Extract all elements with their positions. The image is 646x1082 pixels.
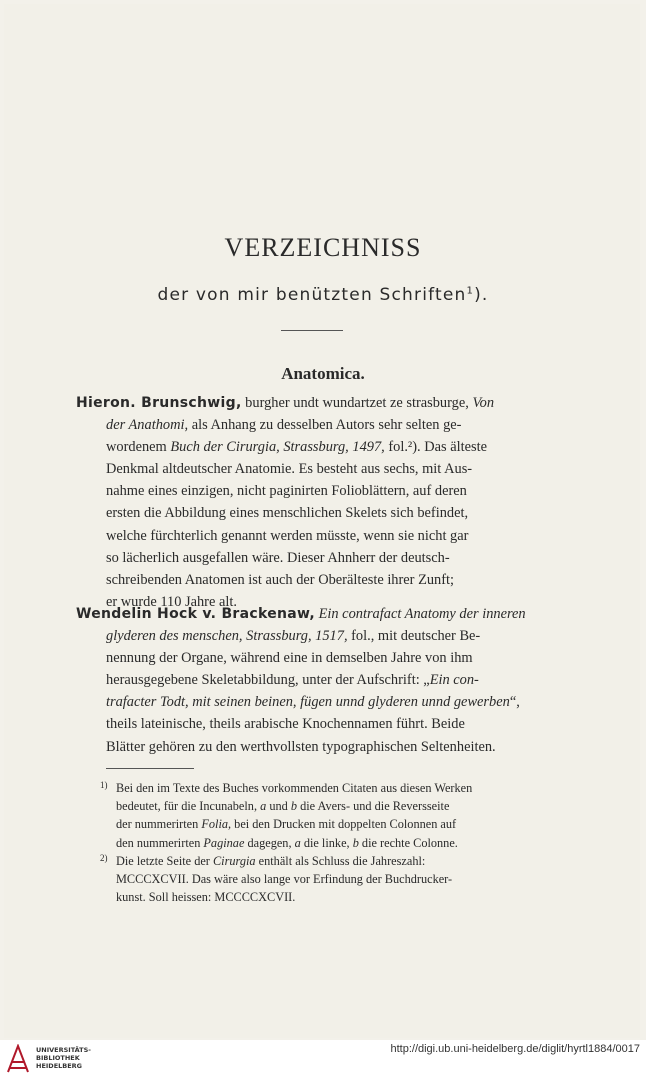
author-name: Hieron. Brunschwig, — [76, 395, 242, 411]
text-run: bei den Drucken mit doppelten Colonnen auf — [231, 817, 457, 832]
footnote-mark: 1) — [100, 780, 108, 790]
text-run: fol.²). Das älteste — [384, 439, 487, 456]
text-line — [76, 603, 556, 625]
text-run: den nummerirten — [116, 835, 204, 850]
text-line — [76, 414, 556, 436]
text-line — [76, 691, 556, 713]
library-name-line: HEIDELBERG — [36, 1062, 83, 1070]
text-line — [76, 647, 556, 669]
text-run: Von — [472, 395, 495, 411]
text-run: so lächerlich ausgefallen wäre. Dieser Ahnherr der deutsch- — [106, 549, 450, 566]
text-run: der Anathomi, — [106, 417, 189, 434]
text-run: dagegen, — [244, 835, 295, 850]
text-run: Cirurgia — [212, 853, 256, 868]
text-run: Folia, — [201, 817, 232, 832]
text-line — [116, 888, 560, 906]
text-run: Denkmal altdeutscher Anatomie. Es besteht aus sechs, mit Aus- — [106, 461, 473, 478]
divider — [281, 330, 343, 331]
text-line — [76, 392, 556, 414]
text-run: bedeutet, für die Incunabeln, — [116, 799, 261, 814]
text-line — [116, 779, 560, 797]
text-line — [76, 713, 556, 735]
library-name — [36, 1046, 91, 1070]
text-run: b — [352, 835, 359, 850]
text-run: und — [266, 799, 291, 814]
text-line — [116, 870, 560, 888]
text-run: a — [260, 799, 267, 814]
text-run: welche fürchterlich genannt werden müsste, wenn sie nicht gar — [106, 527, 469, 544]
text-line — [116, 834, 560, 852]
footnote-ref: 1 — [466, 285, 475, 297]
text-run: wordenem — [106, 439, 171, 456]
text-run: die rechte Colonne. — [358, 835, 458, 850]
page-title: VERZEICHNISS — [224, 233, 422, 262]
bibliography-entry — [76, 603, 556, 758]
text-line — [76, 458, 556, 480]
text-run: enthält als Schluss die Jahreszahl: — [255, 853, 426, 868]
footnote — [100, 852, 560, 907]
text-run: er wurde 110 Jahre alt. — [106, 593, 237, 610]
footnote — [100, 779, 560, 852]
footnote-mark: 2) — [100, 852, 108, 863]
text-line — [76, 569, 556, 591]
text-line — [116, 852, 560, 870]
text-line — [116, 797, 560, 815]
text-line — [76, 502, 556, 524]
text-run: fol., mit deutscher Be- — [347, 628, 481, 645]
library-name-line: BIBLIOTHEK — [36, 1054, 80, 1062]
text-run: Blätter gehören zu den werthvollsten typographischen Seltenheiten. — [106, 738, 496, 755]
text-line — [76, 625, 556, 647]
text-run: glyderen des menschen, Strassburg, 1517, — [106, 628, 348, 645]
text-line — [76, 480, 556, 502]
text-run: “, — [509, 694, 520, 711]
text-line — [116, 815, 560, 833]
text-run: a — [294, 835, 301, 850]
text-run: kunst. Soll heissen: MCCCCXCVII. — [116, 890, 296, 905]
text-run: Ein con- — [429, 672, 479, 689]
text-line — [76, 736, 556, 758]
text-run: ersten die Abbildung eines menschlichen Skelets sich befindet, — [106, 505, 469, 522]
text-line — [76, 525, 556, 547]
text-run: als Anhang zu desselben Autors sehr selten ge- — [188, 417, 462, 434]
footnotes — [100, 779, 560, 906]
text-run: der nummerirten — [116, 817, 202, 832]
text-run: nahme eines einzigen, nicht paginirten Folioblättern, auf deren — [106, 483, 467, 500]
text-run: die Avers- und die Reversseite — [297, 799, 450, 814]
text-run: Ein contrafact Anatomy der inneren — [318, 606, 526, 622]
text-line — [76, 436, 556, 458]
text-run: b — [290, 799, 297, 814]
section-title: Anatomica. — [281, 364, 365, 383]
library-logo-icon — [6, 1044, 30, 1074]
bibliography-entry — [76, 392, 556, 613]
text-run: burgher undt wundartzet ze strasburge, — [241, 395, 473, 411]
text-run: nennung der Organe, während eine in demselben Jahre von ihm — [106, 650, 473, 667]
text-run: trafacter Todt, mit seinen beinen, fügen unnd glyderen unnd gewerben — [106, 694, 510, 711]
text-run: die linke, — [300, 835, 353, 850]
text-run: Buch der Cirurgia, Strassburg, 1497, — [170, 439, 385, 456]
text-run: Paginae — [203, 835, 245, 850]
text-run: Die letzte Seite der — [116, 853, 213, 868]
page-subtitle: der von mir benützten Schriften$^1$). — [157, 285, 489, 305]
text-run: herausgegebene Skeletabbildung, unter der Aufschrift: „ — [106, 672, 430, 689]
text-run: schreibenden Anatomen ist auch der Oberälteste ihrer Zunft; — [106, 571, 455, 588]
footnote-divider — [106, 768, 194, 769]
text-run: MCCCXCVII. Das wäre also lange vor Erfindung der Buchdrucker- — [116, 872, 453, 887]
author-name: Wendelin Hock v. Brackenaw, — [76, 606, 315, 622]
source-url[interactable]: http://digi.ub.uni-heidelberg.de/diglit/hyrtl1884/0017 — [390, 1043, 640, 1055]
library-name-line: UNIVERSITÄTS- — [36, 1046, 91, 1054]
text-line — [76, 547, 556, 569]
text-run: Bei den im Texte des Buches vorkommenden Citaten aus diesen Werken — [116, 781, 473, 795]
text-run: theils lateinische, theils arabische Knochennamen führt. Beide — [106, 716, 465, 733]
text-line — [76, 669, 556, 691]
